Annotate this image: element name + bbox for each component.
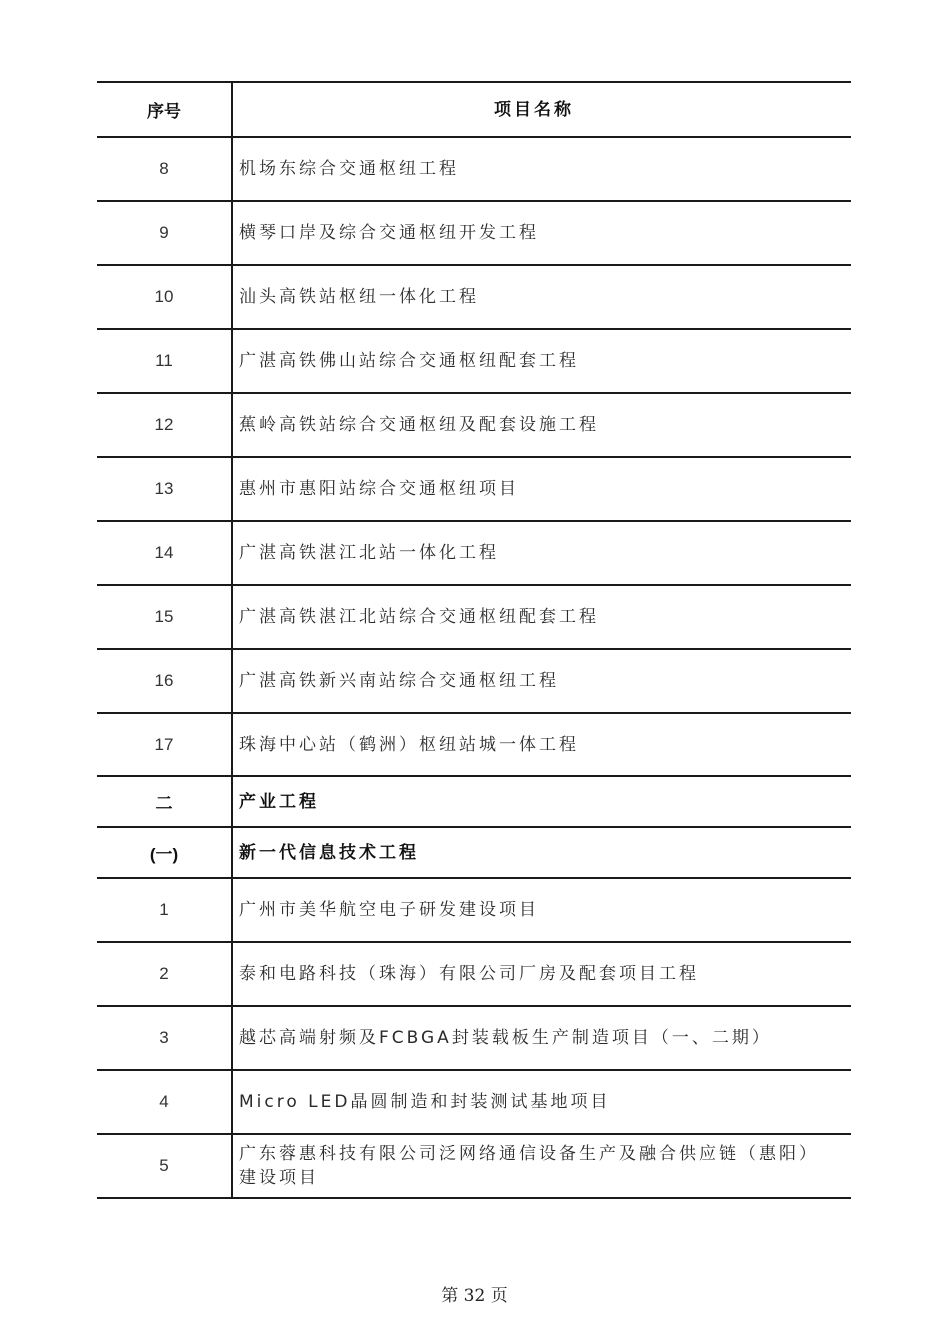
table-row bbox=[97, 943, 851, 1007]
project-name-cell: 机场东综合交通枢纽工程 bbox=[239, 159, 459, 179]
section-row bbox=[97, 777, 851, 828]
serial-number-cell: 2 bbox=[97, 943, 233, 1005]
table-row bbox=[97, 714, 851, 777]
serial-number-cell: 5 bbox=[97, 1135, 233, 1197]
serial-number-cell: 1 bbox=[97, 879, 233, 941]
project-name-cell: 泰和电路科技（珠海）有限公司厂房及配套项目工程 bbox=[239, 964, 699, 984]
project-table bbox=[97, 81, 851, 1199]
project-name-cell: 广东蓉惠科技有限公司泛网络通信设备生产及融合供应链（惠阳）建设项目 bbox=[239, 1144, 819, 1188]
table-row bbox=[97, 458, 851, 522]
serial-number-cell: 9 bbox=[97, 202, 233, 264]
project-name-cell: 越芯高端射频及FCBGA封装载板生产制造项目（一、二期） bbox=[239, 1028, 772, 1048]
serial-number-cell: 13 bbox=[97, 458, 233, 520]
table-row bbox=[97, 394, 851, 458]
section-row bbox=[97, 828, 851, 879]
serial-number-cell: 10 bbox=[97, 266, 233, 328]
page-number: 第 32 页 bbox=[441, 1286, 508, 1306]
table-row bbox=[97, 330, 851, 394]
table-row bbox=[97, 266, 851, 330]
header-project-name: 项目名称 bbox=[494, 99, 574, 120]
project-name-cell: 新一代信息技术工程 bbox=[239, 842, 419, 863]
table-row bbox=[97, 1007, 851, 1071]
serial-number-cell: 8 bbox=[97, 138, 233, 200]
table-header-row bbox=[97, 81, 851, 138]
serial-number-cell: 14 bbox=[97, 522, 233, 584]
table-row bbox=[97, 586, 851, 650]
table-row bbox=[97, 879, 851, 943]
project-name-cell: 产业工程 bbox=[239, 791, 319, 812]
table-row bbox=[97, 138, 851, 202]
project-name-cell: Micro LED晶圆制造和封装测试基地项目 bbox=[239, 1092, 611, 1112]
project-name-cell: 广湛高铁湛江北站综合交通枢纽配套工程 bbox=[239, 607, 599, 627]
table-row bbox=[97, 650, 851, 714]
table-row bbox=[97, 202, 851, 266]
serial-number-cell: 二 bbox=[97, 777, 233, 826]
serial-number-cell: 16 bbox=[97, 650, 233, 712]
serial-number-cell: 4 bbox=[97, 1071, 233, 1133]
project-name-cell: 惠州市惠阳站综合交通枢纽项目 bbox=[239, 479, 519, 499]
project-name-cell: 广湛高铁湛江北站一体化工程 bbox=[239, 543, 499, 563]
project-name-cell: 珠海中心站（鹤洲）枢纽站城一体工程 bbox=[239, 734, 579, 755]
project-name-cell: 广州市美华航空电子研发建设项目 bbox=[239, 900, 539, 920]
serial-number-cell: 11 bbox=[97, 330, 233, 392]
serial-number-cell: 17 bbox=[97, 714, 233, 775]
header-serial-number: 序号 bbox=[97, 83, 233, 136]
table-row bbox=[97, 1071, 851, 1135]
project-name-cell: 广湛高铁佛山站综合交通枢纽配套工程 bbox=[239, 351, 579, 371]
table-row bbox=[97, 1135, 851, 1199]
serial-number-cell: 3 bbox=[97, 1007, 233, 1069]
serial-number-cell: 12 bbox=[97, 394, 233, 456]
project-name-cell: 广湛高铁新兴南站综合交通枢纽工程 bbox=[239, 671, 559, 691]
project-name-cell: 横琴口岸及综合交通枢纽开发工程 bbox=[239, 223, 539, 243]
serial-number-cell: 15 bbox=[97, 586, 233, 648]
serial-number-cell: (一) bbox=[97, 828, 233, 877]
table-row bbox=[97, 522, 851, 586]
project-name-cell: 蕉岭高铁站综合交通枢纽及配套设施工程 bbox=[239, 415, 599, 435]
project-name-cell: 汕头高铁站枢纽一体化工程 bbox=[239, 287, 479, 307]
